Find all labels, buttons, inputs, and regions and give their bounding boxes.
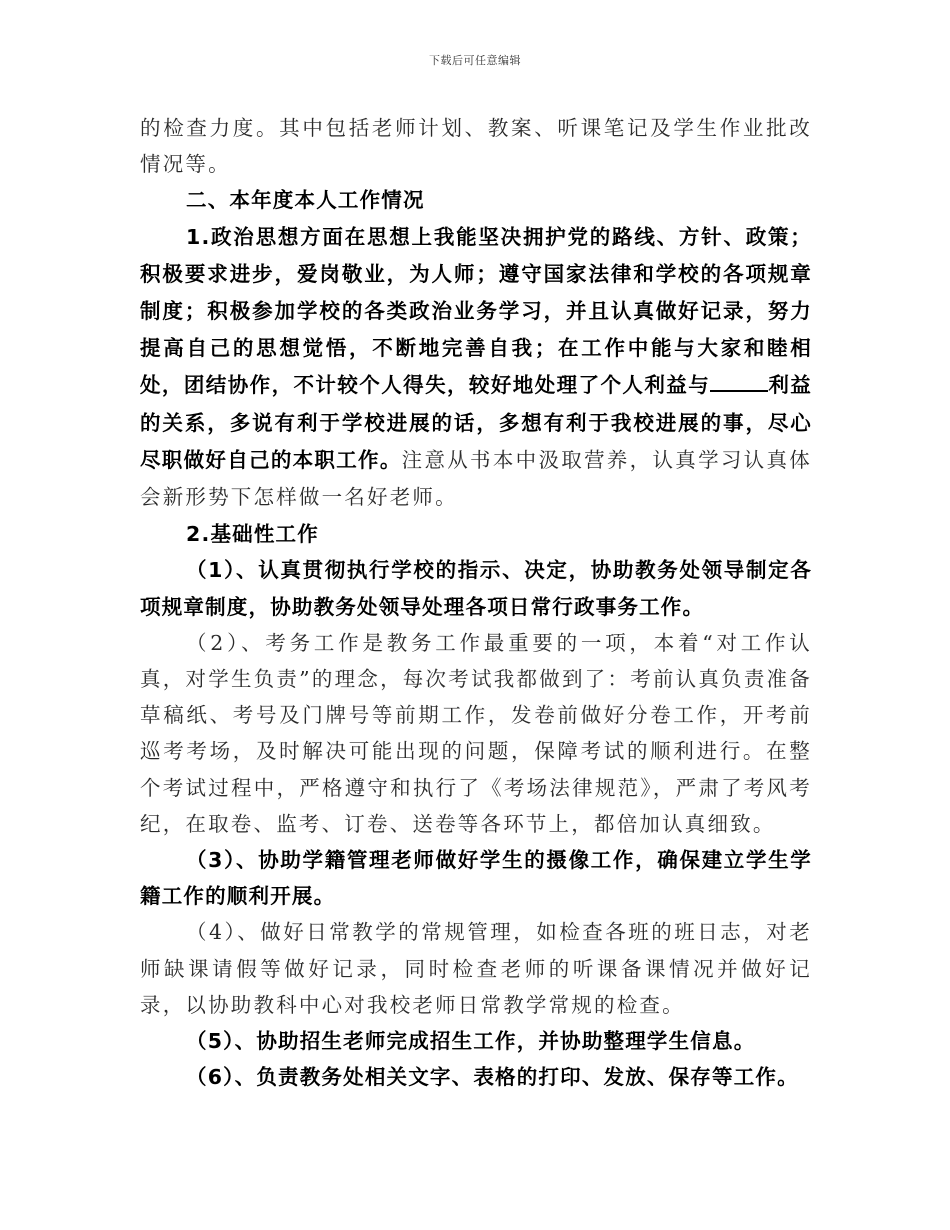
subheading-basic-work: 2.基础性工作 [186,522,319,547]
political-thought-text-a: 1.政治思想方面在思想上我能坚决拥护党的路线、方针、政策；积极要求进步，爱岗敬业，为人师；遵守国家法律和学校的各项规章制度；积极参加学校的各类政治业务学习，并且认真做好记录，努力提高自己的思想觉悟，不断地完善自我；在工作中能与大家和睦相处，团结协作，不计较个人得失，较好地处理了个人利益与 [140,224,812,398]
paragraph-item-5: （5）、协助招生老师完成招生工作，并协助整理学生信息。 [186,1029,756,1054]
paragraph-item-1: （1）、认真贯彻执行学校的指示、决定，协助教务处领导制定各项规章制度，协助教务处领导处理各项日常行政事务工作。 [140,558,812,619]
paragraph-item-2: （2）、考务工作是教务工作最重要的一项，本着“对工作认真，对学生负责”的理念，每次考试我都做到了：考前认真负责准备草稿纸、考号及门牌号等前期工作，发卷前做好分卷工作，开考前巡考考场，及时解决可能出现的问题，保障考试的顺利进行。在整个考试过程中，严格遵守和执行了《考场法律规范》，严肃了考风考纪，在取卷、监考、订卷、送卷等各环节上，都倍加认真细致。 [140,630,812,836]
political-thought-text-b: 利益的关系，多说有利于学校进展的话，多想有利于我校进展的事，尽心尽职做好自己的本职工作。 [140,373,812,472]
paragraph-inspection-intensity: 的检查力度。其中包括老师计划、教案、听课笔记及学生作业批改情况等。 [140,116,812,177]
paragraph-item-3: （3）、协助学籍管理老师做好学生的摄像工作，确保建立学生学籍工作的顺利开展。 [140,848,812,909]
document-body [140,110,812,1095]
paragraph-item-4: （4）、做好日常教学的常规管理，如检查各班的班日志，对老师缺课请假等做好记录，同时检查老师的听课备课情况并做好记录，以协助教科中心对我校老师日常教学常规的检查。 [140,920,812,1017]
paragraph-item-6: （6）、负责教务处相关文字、表格的打印、发放、保存等工作。 [186,1065,799,1090]
blank-underline [710,370,768,392]
section-heading-annual-work: 二、本年度本人工作情况 [186,188,425,213]
paragraph-political-thought [140,219,812,517]
page-header: 下载后可任意编辑 [429,54,521,67]
political-thought-text-c: 注意从书本中汲取营养，认真学习认真体会新形势下怎样做一名好老师。 [140,447,812,510]
